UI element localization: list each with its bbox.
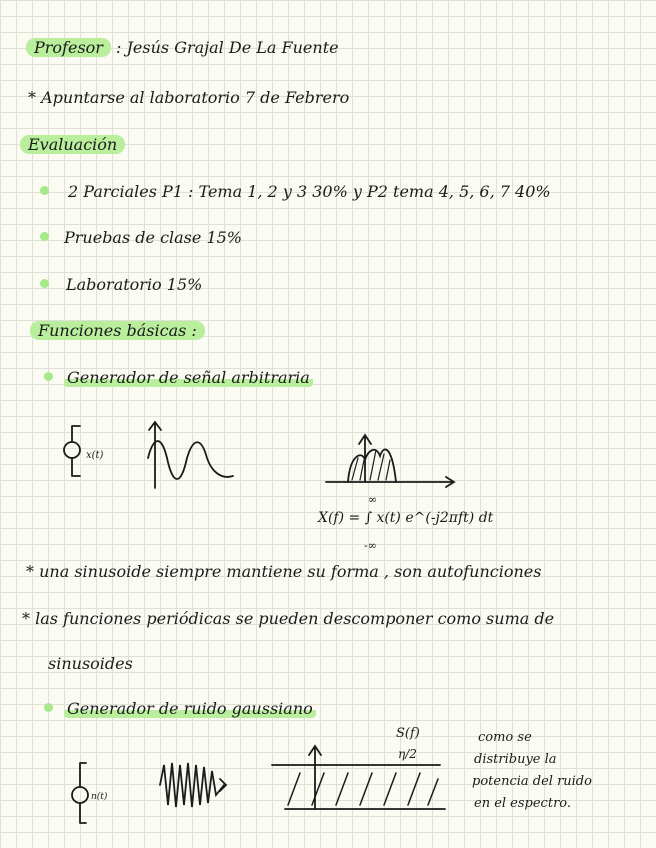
axis-arrow-icon xyxy=(149,422,161,488)
psd-note-line-1: como se xyxy=(478,730,532,745)
psd-note-line-4: en el espectro. xyxy=(474,796,572,811)
nota-periodicas-1: * las funciones periódicas se pueden descomponer como suma de xyxy=(22,609,555,628)
bullet-dot xyxy=(44,372,53,381)
bullet-dot xyxy=(40,186,49,195)
source-circle-icon xyxy=(64,442,80,458)
generador-ruido-label: Generador de ruido gaussiano xyxy=(64,699,316,718)
noise-wave-icon xyxy=(160,763,224,807)
source-label: x(t) xyxy=(86,450,104,461)
psd-note-line-2: distribuye la xyxy=(474,752,557,767)
profesor-line xyxy=(26,38,339,58)
funciones-label: Funciones básicas : xyxy=(30,321,205,340)
evaluacion-heading xyxy=(20,135,125,155)
psd-label: S(f) xyxy=(396,726,420,741)
item-pruebas: Pruebas de clase 15% xyxy=(64,228,243,247)
profesor-name: : Jesús Grajal De La Fuente xyxy=(116,38,339,57)
generador-senal-heading xyxy=(64,368,313,388)
generador-senal-label: Generador de señal arbitraria xyxy=(64,368,313,387)
freq-axis-arrow-icon xyxy=(326,477,454,487)
nota-sinusoide: * una sinusoide siempre mantiene su forma , son autofunciones xyxy=(26,562,542,581)
generador-ruido-heading xyxy=(64,699,316,719)
fourier-lower-limit: -∞ xyxy=(364,539,377,552)
fourier-upper-limit: ∞ xyxy=(368,493,378,506)
psd-level: η/2 xyxy=(398,747,417,761)
item-parciales: 2 Parciales P1 : Tema 1, 2 y 3 30% y P2 tema 4, 5, 6, 7 40% xyxy=(68,182,551,201)
psd-note-line-3: potencia del ruido xyxy=(472,774,592,789)
item-laboratorio: Laboratorio 15% xyxy=(66,275,203,294)
spectrum-hatch xyxy=(352,450,390,480)
signal-generator-sketch xyxy=(55,418,255,503)
noise-source-circle-icon xyxy=(72,787,88,803)
fourier-formula: X(f) = ∫ x(t) e^(-j2πft) dt xyxy=(318,510,494,526)
psd-axis-arrow-icon xyxy=(309,746,321,809)
spectrum-sketch xyxy=(318,430,468,490)
funciones-heading xyxy=(30,321,205,341)
noise-generator-sketch xyxy=(60,735,450,835)
bullet-dot xyxy=(44,703,53,712)
sine-wave-icon xyxy=(148,441,233,479)
apuntarse-note: * Apuntarse al laboratorio 7 de Febrero xyxy=(28,88,350,107)
bullet-dot xyxy=(40,279,49,288)
psd-hatch xyxy=(288,773,438,805)
noise-source-wire xyxy=(80,763,86,823)
profesor-label: Profesor xyxy=(26,38,111,57)
noise-source-label: n(t) xyxy=(91,792,108,802)
source-wire xyxy=(72,426,80,476)
bullet-dot xyxy=(40,232,49,241)
evaluacion-label: Evaluación xyxy=(20,135,125,154)
nota-periodicas-2: sinusoides xyxy=(48,654,133,673)
